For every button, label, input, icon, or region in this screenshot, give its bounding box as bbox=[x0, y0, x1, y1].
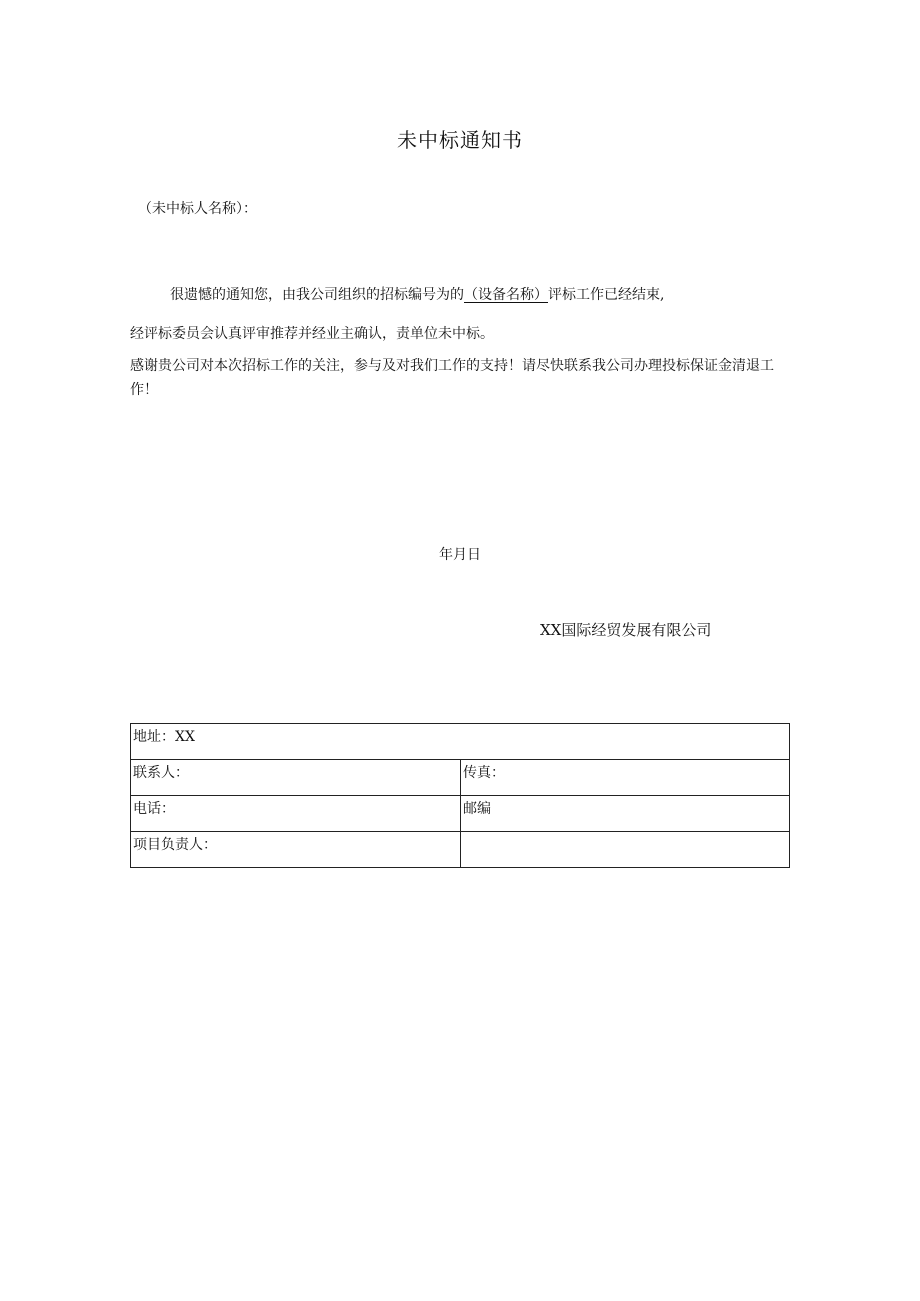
paragraph-3: 感谢贵公司对本次招标工作的关注，参与及对我们工作的支持！请尽快联系我公司办理投标保证金清退工作！ bbox=[130, 358, 774, 398]
postcode-cell: 邮编 bbox=[461, 796, 790, 832]
paragraph-2: 经评标委员会认真评审推荐并经业主确认，责单位未中标。 bbox=[130, 326, 494, 342]
fax-cell: 传真： bbox=[461, 760, 790, 796]
paragraph-1 bbox=[170, 283, 790, 307]
address-cell: 地址：XX bbox=[131, 724, 790, 760]
date-line: 年月日 bbox=[439, 547, 481, 563]
project-lead-cell: 项目负责人： bbox=[131, 832, 461, 868]
project-lead-value-cell bbox=[461, 832, 790, 868]
contact-info-table bbox=[130, 723, 790, 868]
table-row bbox=[131, 832, 790, 868]
salutation: （未中标人名称）： bbox=[138, 201, 257, 217]
phone-cell: 电话： bbox=[131, 796, 461, 832]
paragraph-1-suffix: 评标工作已经结束, bbox=[548, 287, 665, 303]
contact-cell: 联系人： bbox=[131, 760, 461, 796]
table-row bbox=[131, 724, 790, 760]
table-row bbox=[131, 760, 790, 796]
equipment-name-placeholder: （设备名称） bbox=[464, 287, 548, 303]
company-name: XX国际经贸发展有限公司 bbox=[540, 621, 712, 639]
table-row bbox=[131, 796, 790, 832]
document-title: 未中标通知书 bbox=[397, 128, 523, 152]
paragraph-1-prefix: 很遗憾的通知您，由我公司组织的招标编号为的 bbox=[170, 287, 464, 303]
